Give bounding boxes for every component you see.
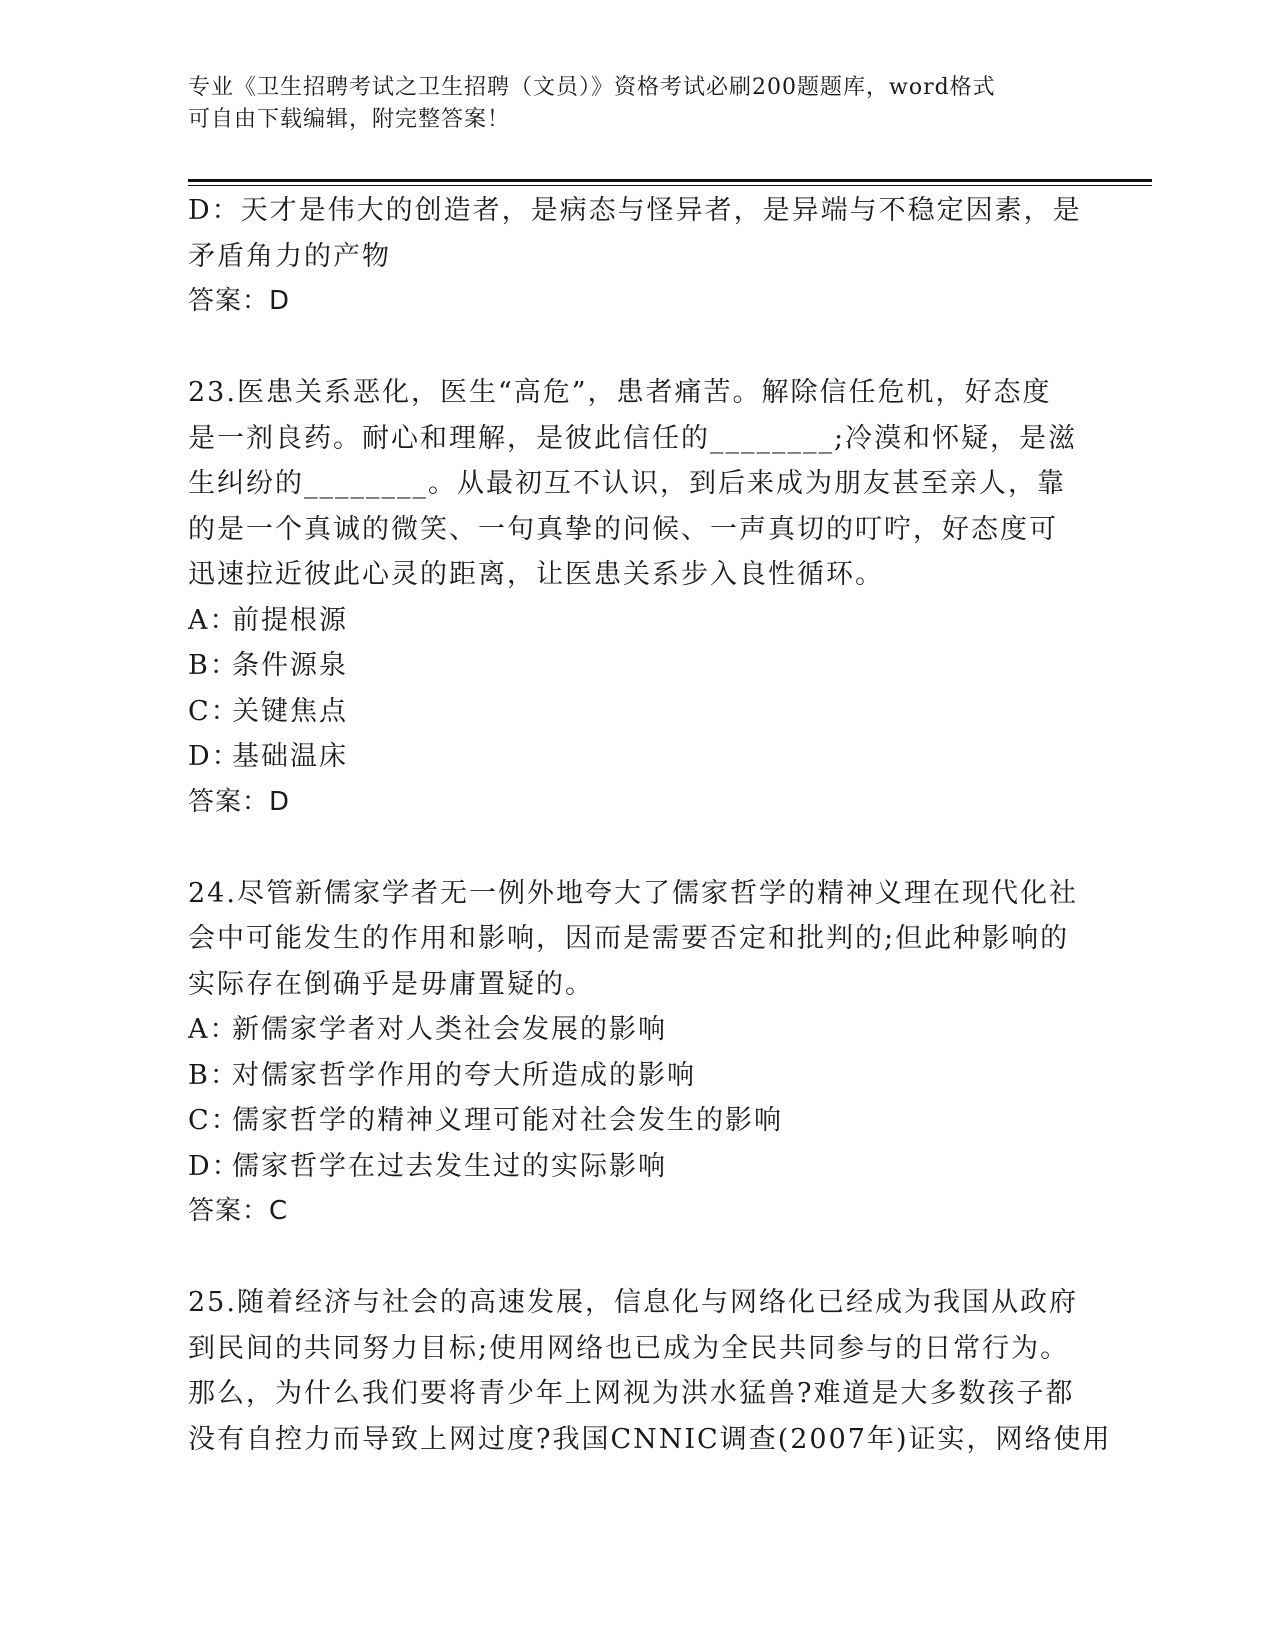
option-text: 新儒家学者对人类社会发展的影响 xyxy=(232,1014,667,1045)
question-text-line: 那么，为什么我们要将青少年上网视为洪水猛兽?难道是大多数孩子都 xyxy=(188,1378,1075,1409)
option-text: 关键焦点 xyxy=(232,695,348,727)
option-letter: C： xyxy=(188,695,240,727)
page-header xyxy=(188,72,1088,136)
option-c xyxy=(188,1098,1078,1144)
question-23 xyxy=(188,370,1078,825)
answer-label: 答案：D xyxy=(188,786,291,817)
question-25 xyxy=(188,1280,1112,1462)
answer-label: 答案：C xyxy=(188,1196,289,1226)
option-letter: B： xyxy=(188,1059,239,1091)
option-text: 对儒家哲学作用的夸大所造成的影响 xyxy=(232,1059,696,1091)
answer-label: 答案：D xyxy=(188,286,291,316)
question-text-line: 23.医患关系恶化，医生“高危”，患者痛苦。解除信任危机，好态度 xyxy=(188,377,1052,408)
option-letter: B： xyxy=(188,650,239,681)
option-text: 基础温床 xyxy=(232,741,348,772)
question-24 xyxy=(188,871,1078,1235)
option-a xyxy=(188,1007,1078,1053)
question-text-line: 会中可能发生的作用和影响，因而是需要否定和批判的;但此种影响的 xyxy=(188,923,1070,954)
question-text-line: 没有自控力而导致上网过度?我国CNNIC调查(2007年)证实，网络使用 xyxy=(188,1423,1112,1455)
option-c xyxy=(188,689,1078,735)
question-text-line: 迅速拉近彼此心灵的距离，让医患关系步入良性循环。 xyxy=(188,559,884,590)
question-text-line: 是一剂良药。耐心和理解，是彼此信任的________;冷漠和怀疑，是滋 xyxy=(188,422,1078,454)
carryover-question xyxy=(188,188,1082,325)
option-letter: A： xyxy=(188,1014,239,1045)
question-text-line: 生纠纷的________。从最初互不认识，到后来成为朋友甚至亲人，靠 xyxy=(188,468,1066,499)
option-a xyxy=(188,598,1078,644)
header-line-2: 可自由下载编辑，附完整答案！ xyxy=(188,107,511,132)
option-b xyxy=(188,643,1078,689)
question-text-line: 的是一个真诚的微笑、一句真挚的问候、一声真切的叮咛，好态度可 xyxy=(188,513,1058,545)
option-d-line-2: 矛盾角力的产物 xyxy=(188,240,391,272)
option-text: 前提根源 xyxy=(232,604,348,636)
spacer xyxy=(188,825,1078,871)
header-rule-thin xyxy=(188,185,1152,186)
option-text: 儒家哲学在过去发生过的实际影响 xyxy=(232,1150,667,1182)
header-rule-thick xyxy=(188,179,1152,182)
question-text-line: 25.随着经济与社会的高速发展，信息化与网络化已经成为我国从政府 xyxy=(188,1287,1078,1318)
option-letter: D： xyxy=(188,741,241,772)
header-line-1: 专业《卫生招聘考试之卫生招聘（文员）》资格考试必刷200题题库，word格式 xyxy=(188,75,996,100)
option-letter: D： xyxy=(188,1150,241,1182)
option-letter: A： xyxy=(188,604,239,636)
option-d xyxy=(188,1144,1078,1190)
option-text: 条件源泉 xyxy=(232,650,348,681)
option-d xyxy=(188,734,1078,780)
option-b xyxy=(188,1053,1078,1099)
question-text-line: 24.尽管新儒家学者无一例外地夸大了儒家哲学的精神义理在现代化社 xyxy=(188,877,1078,909)
question-text-line: 到民间的共同努力目标;使用网络也已成为全民共同参与的日常行为。 xyxy=(188,1332,1070,1364)
option-d-line-1: D：天才是伟大的创造者，是病态与怪异者，是异端与不稳定因素，是 xyxy=(188,195,1082,226)
question-text-line: 实际存在倒确乎是毋庸置疑的。 xyxy=(188,968,594,1000)
spacer xyxy=(188,1235,1078,1281)
option-letter: C： xyxy=(188,1105,240,1136)
option-text: 儒家哲学的精神义理可能对社会发生的影响 xyxy=(232,1105,783,1136)
document-body xyxy=(188,188,1112,1462)
spacer xyxy=(188,325,1078,371)
